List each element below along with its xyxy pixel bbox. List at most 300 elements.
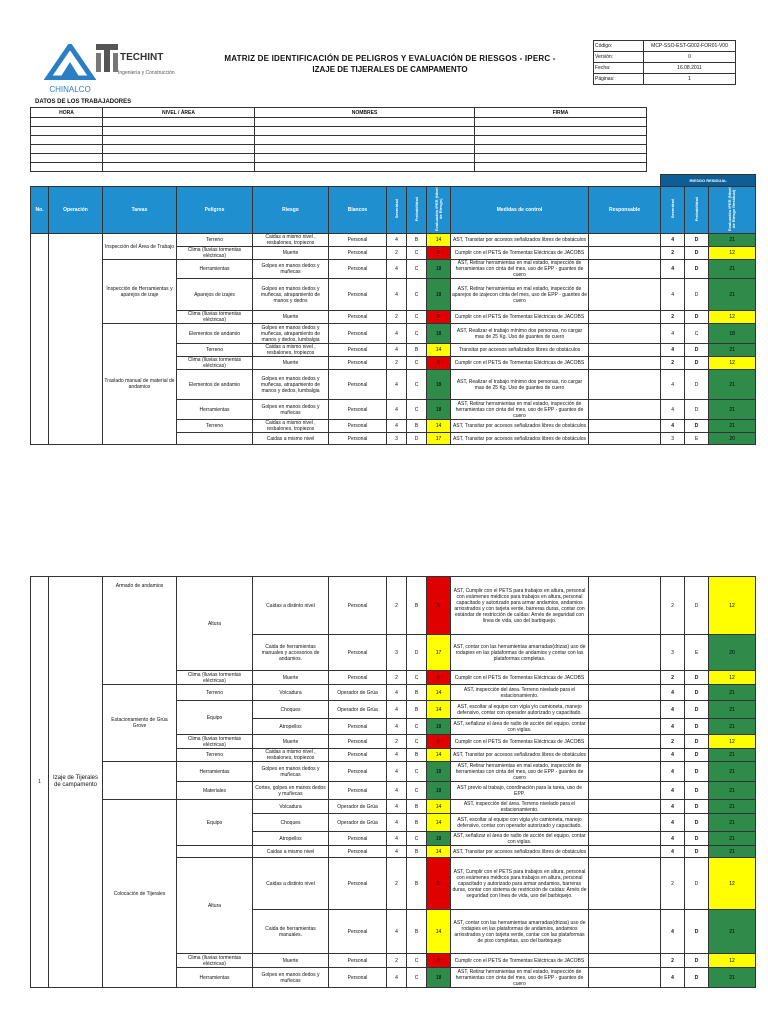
document-meta-table [593,40,736,85]
residual-severity-cell: 4 [661,910,685,954]
residual-probability-cell: D [685,762,709,782]
severity-cell: 4 [387,846,407,858]
target-cell: Personal [329,968,387,988]
residual-probability-cell: D [685,910,709,954]
residual-severity-cell: 4 [661,701,685,719]
probability-cell: C [407,279,427,311]
risk-cell: Golpes en manos dedos y muñecas, atrapamiento de manos y dedos, lumbalgia [253,324,329,344]
matrix-column-header-label: Blancos [347,207,368,213]
probability-cell: C [407,735,427,749]
meta-label: Código: [594,41,644,52]
control-measures-cell: AST, contar con las herramientas amarradas(drizas) uso de rodapies en las plataformas de andamios, andamios arriostrados y con tarjeta verde, contar con las plataformas de piso completas, uso del barbiquejo [451,910,589,954]
matrix-column-header-label: Probabilidad [693,196,699,222]
control-measures-cell: AST, Retirar herramientas en mal estado, inspección de herramientas con cinta del mes, uso de EPP - guantes de cuero [451,260,589,279]
responsible-cell [589,247,661,260]
severity-cell: 4 [387,800,407,814]
risk-level-cell: 8 [427,247,451,260]
severity-cell: 4 [387,260,407,279]
severity-cell: 2 [387,577,407,635]
meta-label: Versión: [594,52,644,63]
target-cell: Personal [329,400,387,420]
residual-probability-cell: D [685,701,709,719]
risk-level-cell: 5 [427,858,451,910]
residual-probability-cell: E [685,433,709,445]
document-title [200,54,580,74]
meta-value: 16.08.2011 [644,63,736,74]
severity-cell: 4 [387,749,407,762]
workers-cell[interactable] [255,127,475,136]
responsible-cell [589,968,661,988]
workers-cell[interactable] [31,163,103,172]
risk-level-cell: 14 [427,420,451,433]
task-cell: Colocación de Tijerales [103,800,177,988]
responsible-cell [589,344,661,357]
workers-cell[interactable] [103,154,255,163]
probability-cell: C [407,762,427,782]
matrix-row [31,685,756,701]
matrix-row [31,577,756,635]
severity-cell: 4 [387,279,407,311]
control-measures-cell: AST, Transitar por accesos señalizados libres de obstáculos [451,846,589,858]
target-cell: Personal [329,910,387,954]
task-cell: Armado de andamios [103,577,177,685]
control-measures-cell: Cumplir con el PETS de Tormentas Eléctricas de JACOBS [451,247,589,260]
responsible-cell [589,370,661,400]
probability-cell: D [407,635,427,671]
residual-probability-cell: D [685,400,709,420]
risk-level-cell: 18 [427,370,451,400]
workers-title: DATOS DE LOS TRABAJADORES [35,99,132,105]
residual-probability-cell: D [685,800,709,814]
residual-severity-cell: 4 [661,279,685,311]
probability-cell: D [407,433,427,445]
matrix-column-header [103,187,177,234]
residual-risk-level-cell: 18 [709,324,756,344]
residual-probability-cell: D [685,832,709,846]
residual-severity-cell: 4 [661,324,685,344]
risk-cell: Choques [253,814,329,832]
matrix-column-header [685,187,709,234]
control-measures-cell: Cumplir con el PETS de Tormentas Eléctricas de JACOBS [451,954,589,968]
risk-cell: Golpes en manos dedos y muñecas [253,400,329,420]
target-cell: Personal [329,832,387,846]
hazard-cell: Terreno [177,685,253,701]
severity-cell: 4 [387,400,407,420]
residual-risk-level-cell: 21 [709,782,756,800]
probability-cell: B [407,234,427,247]
probability-cell: B [407,858,427,910]
residual-severity-cell: 3 [661,635,685,671]
probability-cell: B [407,910,427,954]
control-measures-cell: AST, Retirar herramientas en mal estado, inspección de herramientas con cinta del mes, uso de EPP - guantes de cuero [451,762,589,782]
matrix-column-header-label: Probabilidad [413,196,419,222]
matrix-column-header-label: Riesgo [282,207,299,213]
severity-cell: 3 [387,635,407,671]
chinalco-logo [44,44,96,92]
risk-cell: Muerte [253,671,329,685]
responsible-cell [589,311,661,324]
residual-severity-cell: 4 [661,260,685,279]
residual-severity-cell: 2 [661,247,685,260]
task-cell: Estacionamiento de Grúa Grove [103,685,177,762]
residual-risk-level-cell: 12 [709,577,756,635]
matrix-column-header [661,187,685,234]
residual-risk-level-cell: 12 [709,357,756,370]
residual-severity-cell: 4 [661,832,685,846]
workers-cell[interactable] [31,118,103,127]
probability-cell: C [407,968,427,988]
probability-cell: B [407,685,427,701]
probability-cell: C [407,782,427,800]
target-cell: Personal [329,324,387,344]
target-cell: Personal [329,719,387,735]
workers-cell[interactable] [31,154,103,163]
severity-cell: 4 [387,910,407,954]
responsible-cell [589,719,661,735]
task-cell [103,762,177,800]
techint-sublabel: Ingeniería y Construcción [118,70,175,76]
residual-severity-cell: 4 [661,234,685,247]
hazard-cell: Clima (lluvias tormentas eléctricas) [177,357,253,370]
operation-cell: Izaje de Tijerales de campamento [49,577,103,988]
residual-severity-cell: 4 [661,370,685,400]
severity-cell: 4 [387,719,407,735]
matrix-column-header [427,187,451,234]
matrix-column-header [709,187,756,234]
hazard-cell: Clima (lluvias tormentas eléctricas) [177,311,253,324]
residual-probability-cell: D [685,344,709,357]
residual-severity-cell: 4 [661,400,685,420]
target-cell: Personal [329,635,387,671]
severity-cell: 4 [387,701,407,719]
control-measures-cell: AST, inspección del área. Terreno nivelado para el estacionamiento. [451,800,589,814]
severity-cell: 2 [387,357,407,370]
target-cell: Personal [329,762,387,782]
risk-cell: Atropellos [253,832,329,846]
matrix-column-header-label: Tareas [131,207,148,213]
hazard-cell: Clima (lluvias tormentas eléctricas) [177,735,253,749]
target-cell: Personal [329,858,387,910]
residual-risk-level-cell: 21 [709,370,756,400]
risk-cell: Muerte [253,735,329,749]
control-measures-cell: AST, inspección del área. Terreno nivelado para el estacionamiento. [451,685,589,701]
workers-row [31,127,647,136]
control-measures-cell: AST, Transitar por accesos señalizados libres de obstáculos [451,420,589,433]
responsible-cell [589,735,661,749]
target-cell: Personal [329,247,387,260]
matrix-column-header [329,187,387,234]
residual-severity-cell: 4 [661,685,685,701]
risk-level-cell: 18 [427,719,451,735]
control-measures-cell: AST, señalizar el área de radio de acción del equipo, contar con vigías. [451,719,589,735]
target-cell: Personal [329,577,387,635]
control-measures-cell: Cumplir con el PETS de Tormentas Eléctricas de JACOBS [451,671,589,685]
hazard-cell: Herramientas [177,260,253,279]
responsible-cell [589,671,661,685]
residual-probability-cell: D [685,685,709,701]
workers-row [31,136,647,145]
iperc-matrix-1 [30,174,756,445]
severity-cell: 4 [387,324,407,344]
matrix-column-header-label: Operación [63,207,88,213]
workers-cell[interactable] [103,118,255,127]
title-line-1: MATRIZ DE IDENTIFICACIÓN DE PELIGROS Y EVALUACIÓN DE RIESGOS - IPERC - [224,54,556,63]
hazard-cell: Aparejos de izajes [177,279,253,311]
probability-cell: B [407,846,427,858]
residual-severity-cell: 4 [661,762,685,782]
meta-label: Fecha: [594,63,644,74]
residual-risk-level-cell: 21 [709,846,756,858]
control-measures-cell: AST previo al trabajo, coordinación para la tarea, uso de EPP. [451,782,589,800]
workers-column-header: HORA [31,108,103,118]
residual-probability-cell: D [685,719,709,735]
residual-probability-cell: D [685,782,709,800]
severity-cell: 4 [387,370,407,400]
risk-level-cell: 14 [427,701,451,719]
residual-severity-cell: 4 [661,719,685,735]
risk-level-cell: 18 [427,260,451,279]
matrix-column-header [387,187,407,234]
residual-probability-cell: D [685,954,709,968]
control-measures-cell: AST, Transitar por accesos señalizados libres de obstáculos [451,433,589,445]
residual-risk-level-cell: 21 [709,260,756,279]
severity-cell: 4 [387,832,407,846]
residual-risk-level-cell: 21 [709,400,756,420]
hazard-cell: Altura [177,577,253,671]
residual-risk-level-cell: 21 [709,685,756,701]
workers-cell[interactable] [475,127,647,136]
workers-cell[interactable] [103,163,255,172]
risk-cell: Muerte [253,311,329,324]
risk-cell: Choques [253,701,329,719]
risk-cell: Golpes en manos dedos y muñecas, atrapamiento de manos y dedos, lumbalgia [253,370,329,400]
responsible-cell [589,685,661,701]
severity-cell: 4 [387,762,407,782]
risk-cell: Caida de herramientas manuales y accesorios de andamios. [253,635,329,671]
severity-cell: 4 [387,420,407,433]
target-cell: Personal [329,846,387,858]
workers-cell[interactable] [255,118,475,127]
workers-cell[interactable] [475,136,647,145]
target-cell: Personal [329,671,387,685]
risk-cell: Caidas a distinto nivel [253,858,329,910]
responsible-cell [589,400,661,420]
target-cell: Personal [329,357,387,370]
severity-cell: 4 [387,344,407,357]
probability-cell: B [407,701,427,719]
operation-cell [49,234,103,445]
workers-cell[interactable] [255,163,475,172]
target-cell: Personal [329,370,387,400]
risk-cell: Volcadura [253,685,329,701]
responsible-cell [589,846,661,858]
matrix-column-header-label: Medidas de control [496,207,543,213]
residual-severity-cell: 4 [661,344,685,357]
risk-cell: Muerte [253,247,329,260]
workers-cell[interactable] [31,136,103,145]
responsible-cell [589,800,661,814]
responsible-cell [589,814,661,832]
responsible-cell [589,954,661,968]
workers-row [31,154,647,163]
task-cell: Inspección del Área de Trabajo [103,234,177,260]
responsible-cell [589,260,661,279]
chinalco-triangle-icon [44,44,96,80]
residual-probability-cell: D [685,420,709,433]
probability-cell: C [407,954,427,968]
residual-risk-level-cell: 12 [709,954,756,968]
residual-severity-cell: 3 [661,433,685,445]
residual-probability-cell: D [685,735,709,749]
workers-cell[interactable] [31,145,103,154]
residual-severity-cell: 2 [661,671,685,685]
residual-probability-cell: D [685,279,709,311]
residual-risk-level-cell: 12 [709,735,756,749]
hazard-cell: Clima (lluvias tormentas eléctricas) [177,247,253,260]
risk-level-cell: 14 [427,910,451,954]
severity-cell: 4 [387,968,407,988]
workers-cell[interactable] [475,163,647,172]
residual-probability-cell: D [685,260,709,279]
residual-risk-level-cell: 21 [709,910,756,954]
hazard-cell: Equipo [177,800,253,846]
target-cell: Operador de Grúa [329,800,387,814]
responsible-cell [589,749,661,762]
chinalco-label: CHINALCO [49,85,91,94]
residual-severity-cell: 4 [661,968,685,988]
residual-probability-cell: D [685,247,709,260]
control-measures-cell: AST, Retirar herramientas en mal estado, inspección de herramientas con cinta del mes, uso de EPP - guantes de cuero [451,968,589,988]
risk-cell: Golpes en manos dedos y muñecas [253,260,329,279]
residual-probability-cell: D [685,357,709,370]
workers-row [31,145,647,154]
hazard-cell: Clima (lluvias tormentas eléctricas) [177,671,253,685]
responsible-cell [589,279,661,311]
control-measures-cell: AST, Transitar por accesos señalizados libres de obstáculos [451,234,589,247]
severity-cell: 4 [387,782,407,800]
probability-cell: B [407,800,427,814]
matrix-column-header-label: Evaluación IPER (Nivel de Riesgo) [433,187,443,231]
matrix-column-header-label: Evaluación IPER (Nivel de Riesgo Residual) [727,187,737,231]
residual-risk-level-cell: 21 [709,762,756,782]
responsible-cell [589,858,661,910]
matrix-column-header-label: Peligros [204,207,225,213]
residual-probability-cell: E [685,635,709,671]
workers-cell[interactable] [475,145,647,154]
residual-risk-level-cell: 21 [709,420,756,433]
risk-level-cell: 17 [427,433,451,445]
responsible-cell [589,910,661,954]
control-measures-cell: AST, escoltar al equipo con vigía y/o camioneta, manejo defensivo, contar con operador autorizado y capacitado. [451,814,589,832]
residual-severity-cell: 2 [661,577,685,635]
matrix-column-header [451,187,589,234]
workers-cell[interactable] [103,127,255,136]
risk-cell: Caidas a mismo nivel , resbalones, tropiezos [253,420,329,433]
responsible-cell [589,701,661,719]
residual-severity-cell: 4 [661,800,685,814]
risk-level-cell: 18 [427,968,451,988]
residual-probability-cell: D [685,311,709,324]
task-cell: Traslado manual de material de andamios [103,324,177,445]
hazard-cell: Elementos de andamio [177,324,253,344]
target-cell: Personal [329,420,387,433]
risk-cell: Muerte [253,357,329,370]
residual-probability-cell: D [685,577,709,635]
control-measures-cell: AST, Transitar por accesos señalizados libres de obstáculos [451,749,589,762]
risk-level-cell: 8 [427,735,451,749]
risk-cell: Caidas a mismo nivel [253,433,329,445]
severity-cell: 2 [387,954,407,968]
probability-cell: B [407,814,427,832]
residual-risk-label: RIESGO RESIDUAL [661,175,756,187]
hazard-cell: Equipo [177,701,253,735]
meta-row [594,41,736,52]
probability-cell: C [407,357,427,370]
responsible-cell [589,357,661,370]
control-measures-cell: Transitar por accesos señalizados libres de obstáculos [451,344,589,357]
risk-cell: Caida de herramientas manuales. [253,910,329,954]
residual-risk-level-cell: 21 [709,701,756,719]
control-measures-cell: AST, escoltar al equipo con vigía y/o camioneta, manejo defensivo, contar con operador autorizado y capacitado. [451,701,589,719]
probability-cell: C [407,719,427,735]
hazard-cell: Materiales [177,782,253,800]
residual-risk-level-cell: 21 [709,814,756,832]
target-cell: Personal [329,749,387,762]
workers-cell[interactable] [255,136,475,145]
hazard-cell: Herramientas [177,762,253,782]
severity-cell: 2 [387,735,407,749]
probability-cell: C [407,311,427,324]
meta-value: 1 [644,74,736,85]
residual-risk-level-cell: 21 [709,234,756,247]
target-cell: Operador de Grúa [329,814,387,832]
workers-cell[interactable] [475,154,647,163]
workers-cell[interactable] [103,136,255,145]
techint-mark-icon [96,44,118,72]
severity-cell: 2 [387,247,407,260]
control-measures-cell: AST, Realizar el trabajo mínimo dos personas, no cargar mas de 25 Kg. Uso de guantes de cuero [451,324,589,344]
target-cell: Personal [329,735,387,749]
residual-severity-cell: 4 [661,814,685,832]
responsible-cell [589,324,661,344]
residual-risk-level-cell: 12 [709,247,756,260]
hazard-cell: Herramientas [177,968,253,988]
techint-label: TECHINT [120,52,164,63]
target-cell: Personal [329,234,387,247]
risk-level-cell: 14 [427,846,451,858]
hazard-cell: Terreno [177,344,253,357]
probability-cell: C [407,400,427,420]
severity-cell: 3 [387,433,407,445]
workers-cell[interactable] [31,127,103,136]
residual-severity-cell: 4 [661,846,685,858]
residual-probability-cell: D [685,671,709,685]
workers-cell[interactable] [103,145,255,154]
workers-cell[interactable] [475,118,647,127]
probability-cell: C [407,247,427,260]
residual-probability-cell: D [685,846,709,858]
workers-cell[interactable] [255,154,475,163]
risk-level-cell: 5 [427,577,451,635]
workers-cell[interactable] [255,145,475,154]
risk-level-cell: 8 [427,357,451,370]
risk-level-cell: 14 [427,234,451,247]
risk-cell: Caidas a mismo nivel , resbalones, tropiezos [253,344,329,357]
control-measures-cell: AST, Retirar herramientas en mal estado, inspección de aparejos de izajecon cinta del mes, uso de EPP - guantes de cuero [451,279,589,311]
residual-risk-level-cell: 12 [709,858,756,910]
target-cell: Personal [329,954,387,968]
severity-cell: 4 [387,685,407,701]
